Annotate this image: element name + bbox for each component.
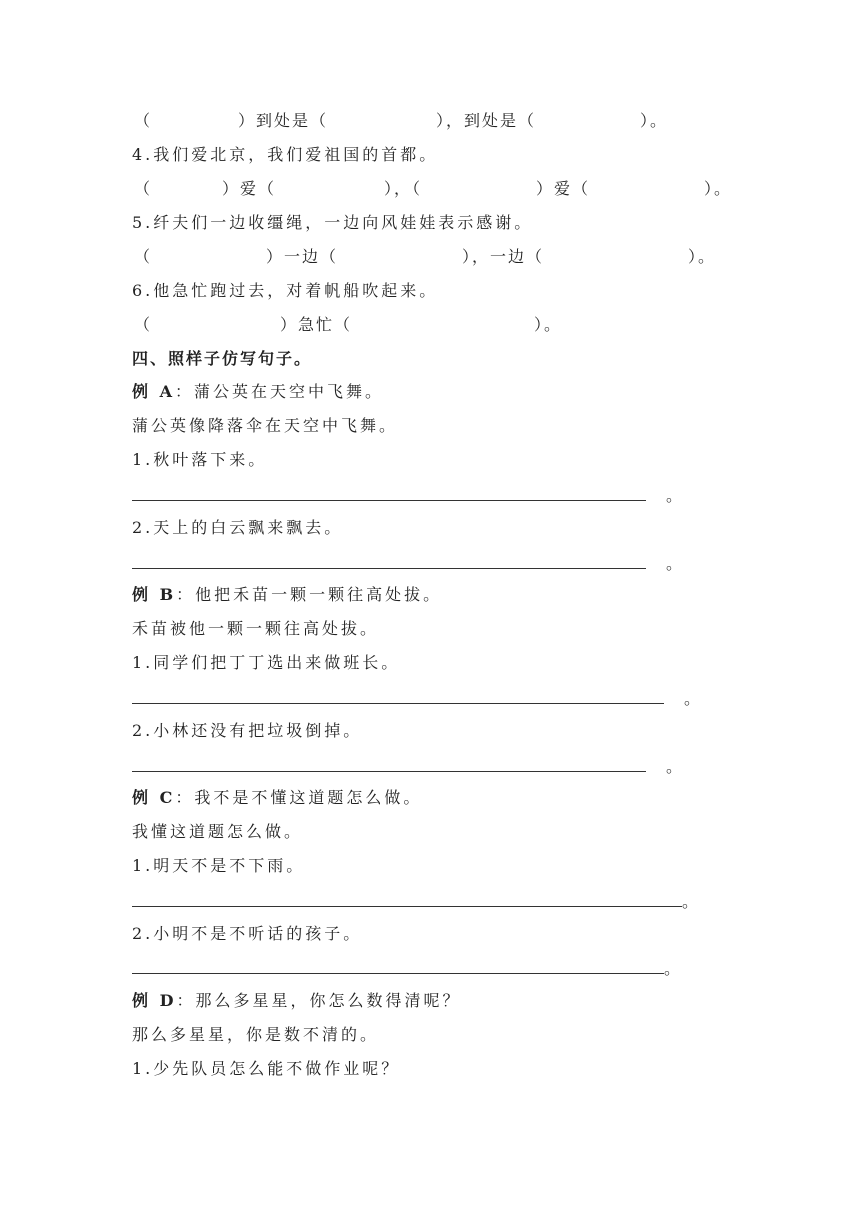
question-6: 6.他急忙跑过去，对着帆船吹起来。 (132, 281, 439, 300)
question: 1.明天不是不下雨。 (132, 856, 306, 875)
question: 2.小林还没有把垃圾倒掉。 (132, 721, 363, 740)
example-b (132, 583, 442, 607)
answer-line[interactable] (132, 703, 664, 704)
answer-line[interactable] (132, 906, 682, 907)
answer-line[interactable] (132, 973, 664, 974)
answer-line[interactable] (132, 771, 646, 772)
fill-text: ）。 (534, 315, 563, 334)
example-sentence: ：他把禾苗一颗一颗往高处拔。 (176, 585, 443, 604)
period: 。 (666, 486, 683, 505)
fill-text: ）。 (688, 247, 717, 266)
period: 。 (684, 689, 701, 708)
question-5: 5.纤夫们一边收缰绳，一边向风娃娃表示感谢。 (132, 213, 534, 232)
question: 2.小明不是不听话的孩子。 (132, 924, 363, 943)
fill-text: ）爱（ (222, 179, 277, 198)
example-label: 例 B (132, 585, 177, 604)
period: 。 (666, 554, 683, 573)
fill-text: ），到处是（ (436, 111, 537, 130)
period: 。 (682, 892, 699, 911)
answer-line[interactable] (132, 500, 646, 501)
fill-text: ）一边（ (266, 247, 339, 266)
example-answer: 禾苗被他一颗一颗往高处拔。 (132, 619, 380, 638)
paren-open: （ (134, 111, 153, 130)
fill-text: ）。 (704, 179, 733, 198)
example-sentence: ：蒲公英在天空中飞舞。 (175, 382, 385, 401)
example-label: 例 C (132, 788, 176, 807)
paren-open: （ (134, 179, 153, 198)
example-a (132, 380, 384, 404)
fill-text: ）。 (640, 111, 669, 130)
example-answer: 我懂这道题怎么做。 (132, 822, 304, 841)
paren-open: （ (134, 247, 153, 266)
example-label: 例 D (132, 991, 177, 1010)
example-answer: 蒲公英像降落伞在天空中飞舞。 (132, 416, 399, 435)
section-heading: 四、照样子仿写句子。 (132, 349, 313, 368)
example-sentence: ：我不是不懂这道题怎么做。 (175, 788, 423, 807)
fill-text: ）急忙（ (280, 315, 353, 334)
example-sentence: ：那么多星星，你怎么数得清呢？ (176, 991, 462, 1010)
fill-text: ），（ (384, 179, 423, 198)
fill-text: ）到处是（ (238, 111, 329, 130)
paren-open: （ (134, 315, 153, 334)
example-c (132, 786, 422, 810)
example-answer: 那么多星星，你是数不清的。 (132, 1025, 380, 1044)
fill-text: ），一边（ (462, 247, 545, 266)
question: 1.同学们把丁丁选出来做班长。 (132, 653, 401, 672)
fill-text: ）爱（ (536, 179, 591, 198)
question: 2.天上的白云飘来飘去。 (132, 518, 344, 537)
answer-line[interactable] (132, 568, 646, 569)
example-label: 例 A (132, 382, 175, 401)
period: 。 (664, 959, 681, 978)
example-d (132, 989, 461, 1013)
question: 1.少先队员怎么能不做作业呢？ (132, 1059, 401, 1078)
question: 1.秋叶落下来。 (132, 450, 268, 469)
period: 。 (666, 757, 683, 776)
question-4: 4.我们爱北京，我们爱祖国的首都。 (132, 145, 439, 164)
